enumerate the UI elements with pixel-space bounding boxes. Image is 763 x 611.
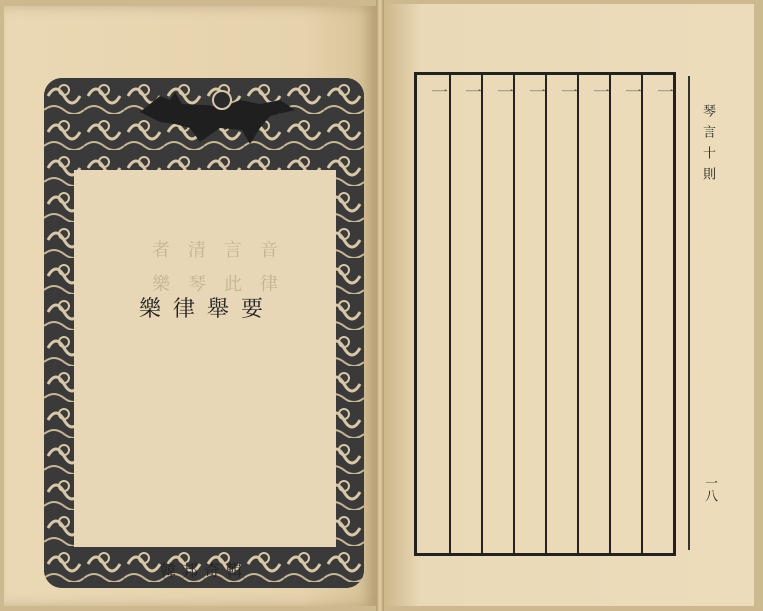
text-column: 一 bbox=[481, 75, 515, 553]
show-through-text: 者樂 bbox=[149, 240, 170, 308]
show-through-text: 言此 bbox=[221, 240, 242, 308]
margin-rule bbox=[688, 76, 690, 550]
show-through-text: 音律 bbox=[257, 240, 278, 308]
text-column: 一 bbox=[577, 75, 611, 553]
cloud-pattern-frame bbox=[44, 78, 364, 588]
compiler-name: 韓邦奇輯 bbox=[159, 561, 248, 580]
text-column: 一 bbox=[641, 75, 675, 553]
book-spine bbox=[376, 0, 384, 611]
title-panel bbox=[74, 170, 336, 580]
left-page bbox=[4, 6, 376, 606]
text-column: 一 bbox=[427, 83, 447, 106]
column-grid bbox=[414, 72, 676, 556]
book-title: 樂律舉要 bbox=[138, 297, 275, 322]
text-column: 一 bbox=[513, 75, 547, 553]
right-page bbox=[384, 4, 754, 606]
show-through-text: 清琴 bbox=[185, 240, 206, 308]
text-column: 一 bbox=[545, 75, 579, 553]
page-number: 一八 bbox=[702, 476, 717, 502]
text-column: 一 bbox=[449, 75, 483, 553]
text-column: 一 bbox=[609, 75, 643, 553]
horse-icon bbox=[130, 82, 300, 152]
running-head: 琴言十則 bbox=[700, 104, 715, 188]
